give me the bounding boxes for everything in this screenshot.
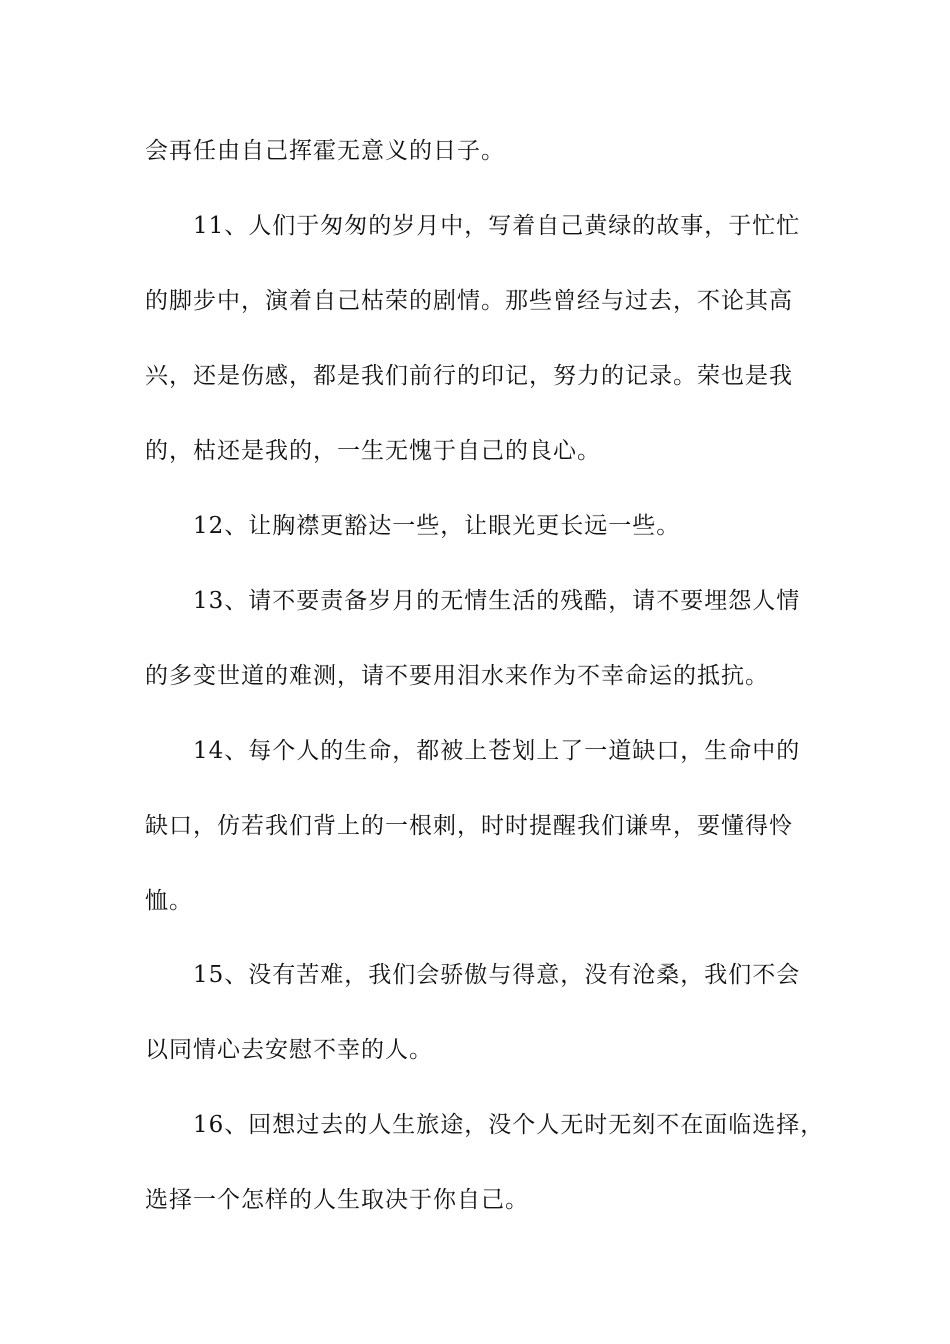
text-line: 兴，还是伤感，都是我们前行的印记，努力的记录。荣也是我 [145,363,793,389]
text-line: 恤。 [145,888,193,914]
text-line: 以同情心去安慰不幸的人。 [145,1037,433,1063]
text-line: 14、每个人的生命，都被上苍划上了一道缺口，生命中的 [193,738,801,764]
text-line: 15、没有苦难，我们会骄傲与得意，没有沧桑，我们不会 [193,962,801,988]
text-line: 会再任由自己挥霍无意义的日子。 [145,138,505,164]
text-line: 12、让胸襟更豁达一些，让眼光更长远一些。 [193,513,681,539]
text-line: 11、人们于匆匆的岁月中，写着自己黄绿的故事，于忙忙 [193,213,801,239]
text-line: 的脚步中，演着自己枯荣的剧情。那些曾经与过去，不论其高 [145,288,793,314]
text-line: 16、回想过去的人生旅途，没个人无时无刻不在面临选择， [193,1112,825,1138]
text-line: 选择一个怎样的人生取决于你自己。 [145,1187,529,1213]
text-line: 的，枯还是我的，一生无愧于自己的良心。 [145,438,601,464]
text-line: 的多变世道的难测，请不要用泪水来作为不幸命运的抵抗。 [145,663,769,689]
text-line: 缺口，仿若我们背上的一根刺，时时提醒我们谦卑，要懂得怜 [145,813,793,839]
text-line: 13、请不要责备岁月的无情生活的残酷，请不要埋怨人情 [193,588,801,614]
